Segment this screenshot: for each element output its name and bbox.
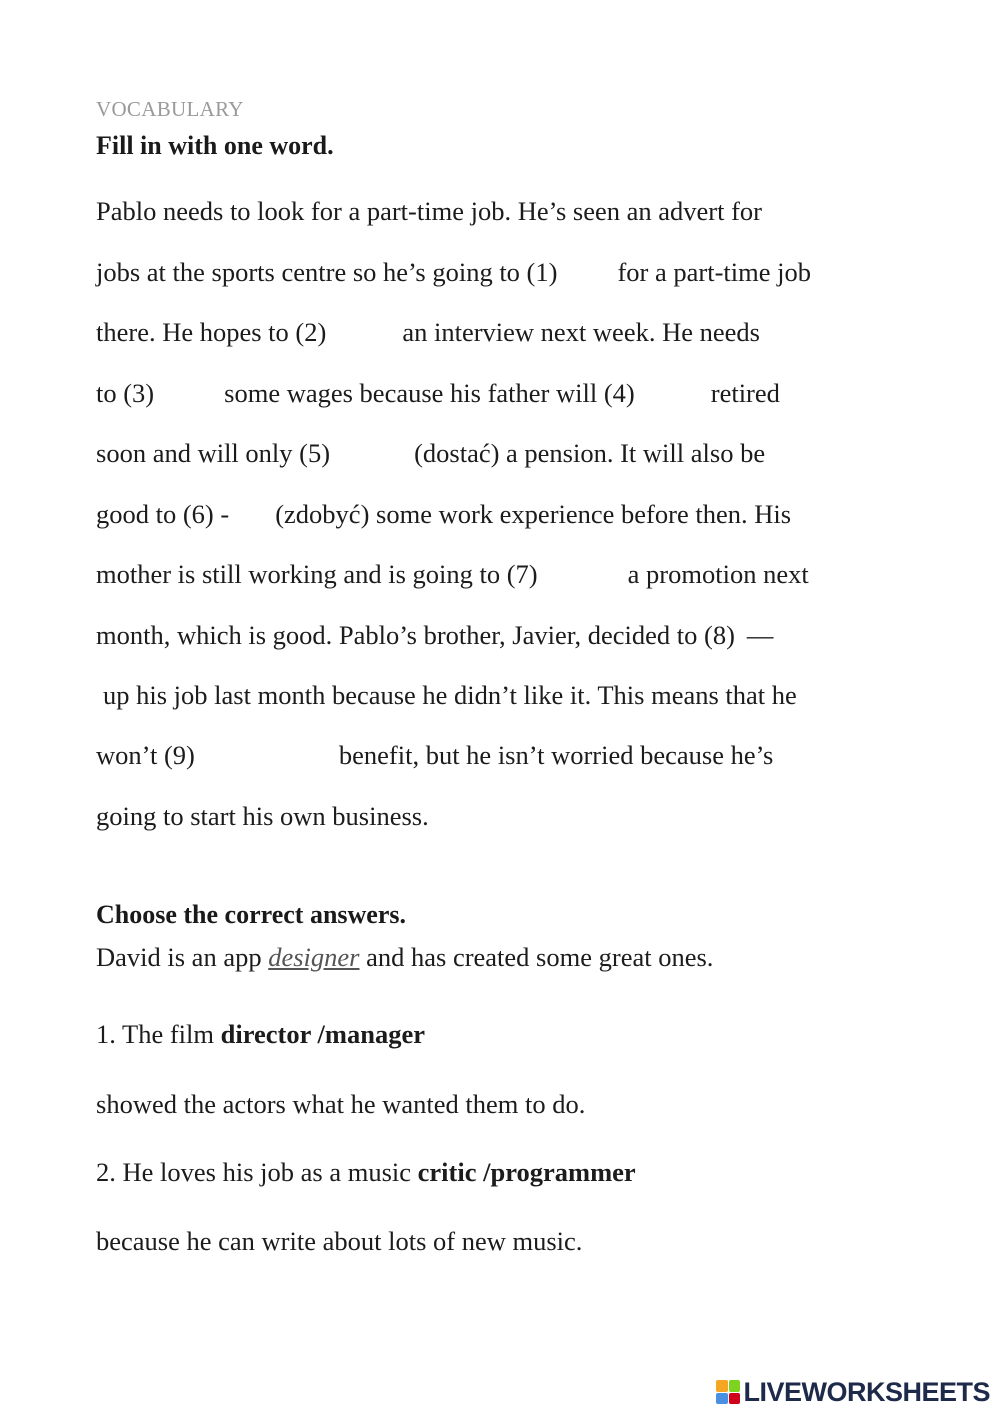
exercise2-heading: Choose the correct answers. bbox=[96, 900, 406, 929]
passage-line-8: month, which is good. Pablo’s brother, Javier, decided to (8) — bbox=[96, 620, 774, 650]
question-2-options[interactable]: critic /programmer bbox=[417, 1157, 636, 1187]
passage-line-5: soon and will only (5) (dostać) a pension. It will also be bbox=[96, 438, 766, 468]
logo-square-icon bbox=[716, 1380, 728, 1392]
passage-line-4: to (3) some wages because his father will (4) retired bbox=[96, 378, 780, 408]
question-1-options[interactable]: director /manager bbox=[220, 1019, 425, 1049]
question-1-continuation: showed the actors what he wanted them to do. bbox=[96, 1089, 586, 1119]
logo-square-icon bbox=[729, 1393, 741, 1405]
example-answer: designer bbox=[268, 942, 360, 972]
passage-line-3: there. He hopes to (2) an interview next week. He needs bbox=[96, 317, 760, 347]
passage-line-2: jobs at the sports centre so he’s going to (1) for a part-time job bbox=[96, 257, 811, 287]
passage-line-11: going to start his own business. bbox=[96, 801, 429, 831]
passage-line-7: mother is still working and is going to (7) a promotion next bbox=[96, 559, 809, 589]
passage-line-10: won’t (9) benefit, but he isn’t worried because he’s bbox=[96, 740, 774, 770]
exercise1-heading: Fill in with one word. bbox=[96, 131, 334, 160]
logo-square-icon bbox=[716, 1393, 728, 1405]
question-2-continuation: because he can write about lots of new music. bbox=[96, 1226, 583, 1256]
passage-line-9: up his job last month because he didn’t like it. This means that he bbox=[103, 680, 797, 710]
logo-square-icon bbox=[729, 1380, 741, 1392]
logo-text: LIVEWORKSHEETS bbox=[743, 1376, 990, 1407]
passage-line-6: good to (6) - (zdobyć) some work experience before then. His bbox=[96, 499, 792, 529]
logo-mark-icon bbox=[716, 1380, 740, 1404]
section-label: VOCABULARY bbox=[96, 97, 244, 121]
question-2: 2. He loves his job as a music critic /programmer bbox=[96, 1157, 636, 1187]
passage-line-1: Pablo needs to look for a part-time job. He’s seen an advert for bbox=[96, 196, 762, 226]
liveworksheets-logo bbox=[716, 1377, 990, 1407]
example-sentence: David is an app designer and has created some great ones. bbox=[96, 942, 714, 972]
question-1: 1. The film director /manager bbox=[96, 1019, 425, 1049]
